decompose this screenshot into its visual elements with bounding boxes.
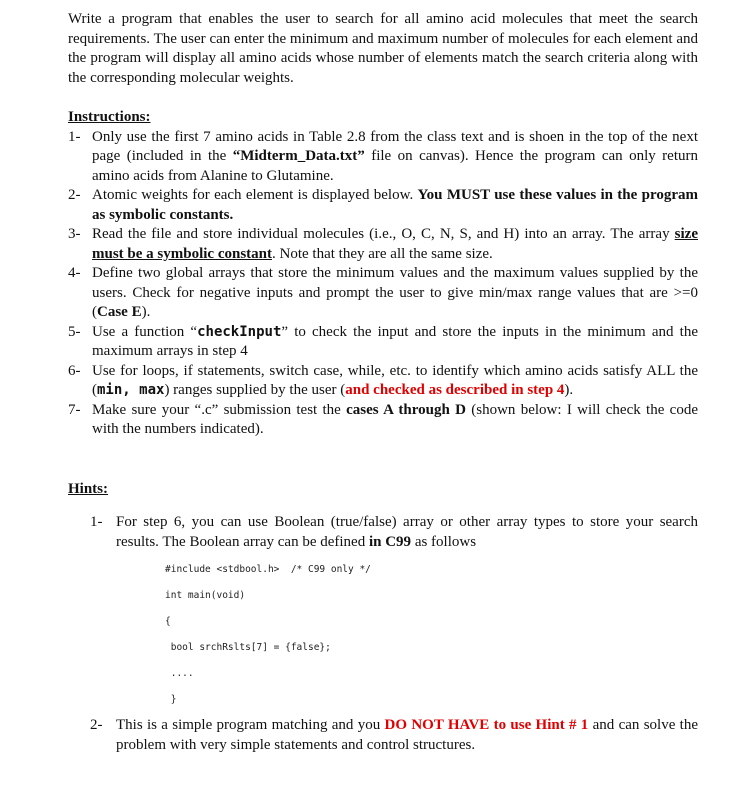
code-line: #include <stdbool.h> /* C99 only */ bbox=[165, 564, 371, 575]
instruction-item-3: 3- Read the file and store individual molecules (i.e., O, C, N, S, and H) into an array. The array size must be a symbolic constant. Note that they are all the same size. bbox=[68, 226, 698, 262]
hints-list-continued bbox=[68, 716, 698, 755]
hint-item-1: 1- For step 6, you can use Boolean (true/false) array or other array types to store your search results. The Boolean array can be defined in C99 as follows bbox=[90, 514, 698, 550]
document-page bbox=[68, 10, 698, 755]
instruction-item-5: 5- Use a function “checkInput” to check the input and store the inputs in the minimum and the maximum arrays in step 4 bbox=[68, 323, 698, 359]
instructions-heading: Instructions: bbox=[68, 109, 151, 125]
instruction-item-2: 2- Atomic weights for each element is displayed below. You MUST use these values in the program as symbolic constants. bbox=[68, 187, 698, 223]
intro-paragraph: Write a program that enables the user to search for all amino acid molecules that meet the search requirements. The user can enter the minimum and maximum number of molecules for each element and the program will display all amino acids whose number of elements match the search criteria along with the corresponding molecular weights. bbox=[68, 11, 698, 86]
code-line: int main(void) bbox=[165, 590, 246, 601]
instruction-item-4: 4- Define two global arrays that store the minimum values and the maximum values supplied by the users. Check for negative inputs and prompt the user to give min/max range values that are >=0 (Case E). bbox=[68, 265, 698, 320]
hint-item-2: 2- This is a simple program matching and you DO NOT HAVE to use Hint # 1 and can solve the problem with very simple statements and control structures. bbox=[90, 717, 698, 753]
code-snippet bbox=[165, 564, 698, 706]
hints-heading: Hints: bbox=[68, 480, 109, 497]
hints-list bbox=[68, 513, 698, 552]
instructions-list bbox=[68, 128, 698, 440]
instruction-item-6: 6- Use for loops, if statements, switch case, while, etc. to identify which amino acids satisfy ALL the (min, max) ranges supplied by the user (and checked as described in step 4). bbox=[68, 362, 698, 398]
code-line: .... bbox=[165, 668, 194, 679]
code-line: } bbox=[165, 694, 177, 705]
code-line: { bbox=[165, 616, 171, 627]
instruction-item-1: 1- Only use the first 7 amino acids in Table 2.8 from the class text and is shoen in the top of the next page (included in the “Midterm_Data.txt” file on canvas). Hence the program can only return amino acids from Alanine to Glutamine. bbox=[68, 128, 698, 184]
code-line: bool srchRslts[7] = {false}; bbox=[165, 642, 331, 653]
instruction-item-7: 7- Make sure your “.c” submission test the cases A through D (shown below: I will check the code with the numbers indicated). bbox=[68, 401, 698, 437]
